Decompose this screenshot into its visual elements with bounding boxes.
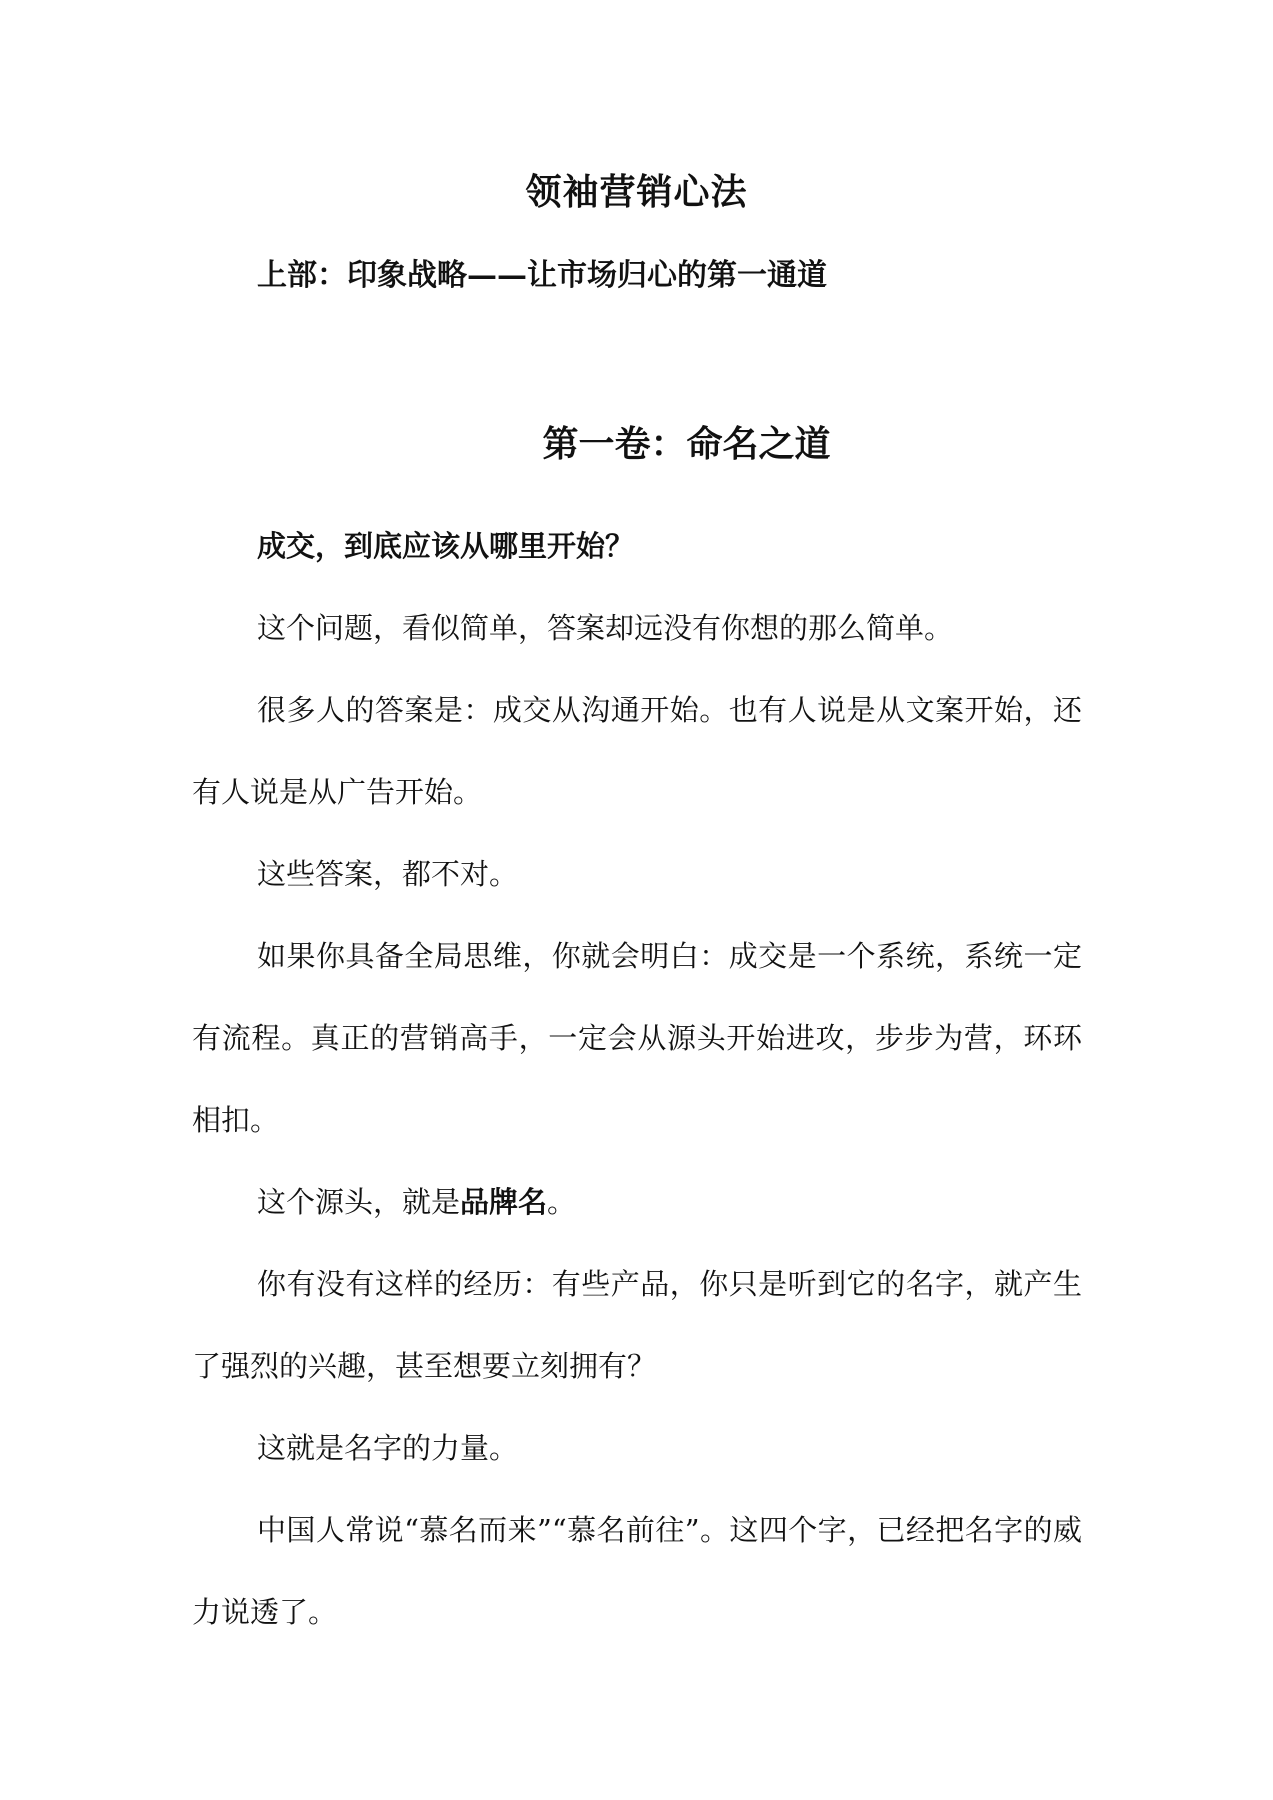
paragraph-text: 。: [547, 1185, 577, 1219]
paragraph: 这些答案，都不对。: [257, 857, 519, 891]
paragraph: [192, 1161, 1082, 1243]
paragraph: 很多人的答案是：成交从沟通开始。也有人说是从文案开始，还有人说是从广告开始。: [192, 693, 1082, 809]
paragraph: 这个问题，看似简单，答案却远没有你想的那么简单。: [257, 611, 954, 645]
paragraph: 中国人常说“慕名而来”“慕名前往”。这四个字，已经把名字的威力说透了。: [192, 1513, 1082, 1629]
body-text: [192, 505, 1082, 1653]
brand-name-emphasis: 品牌名: [460, 1185, 548, 1219]
paragraph: 你有没有这样的经历：有些产品，你只是听到它的名字，就产生了强烈的兴趣，甚至想要立刻拥有？: [192, 1267, 1082, 1383]
section-heading: 成交，到底应该从哪里开始？: [257, 529, 635, 563]
paragraph: 如果你具备全局思维，你就会明白：成交是一个系统，系统一定有流程。真正的营销高手，一定会从源头开始进攻，步步为营，环环相扣。: [192, 939, 1082, 1137]
paragraph: 这就是名字的力量。: [257, 1431, 519, 1465]
chapter-title: 第一卷：命名之道: [542, 423, 831, 465]
paragraph-text: 这个源头，就是: [257, 1185, 461, 1219]
book-title: 领袖营销心法: [525, 171, 748, 213]
part-title: 上部：印象战略——让市场归心的第一通道: [257, 258, 827, 293]
